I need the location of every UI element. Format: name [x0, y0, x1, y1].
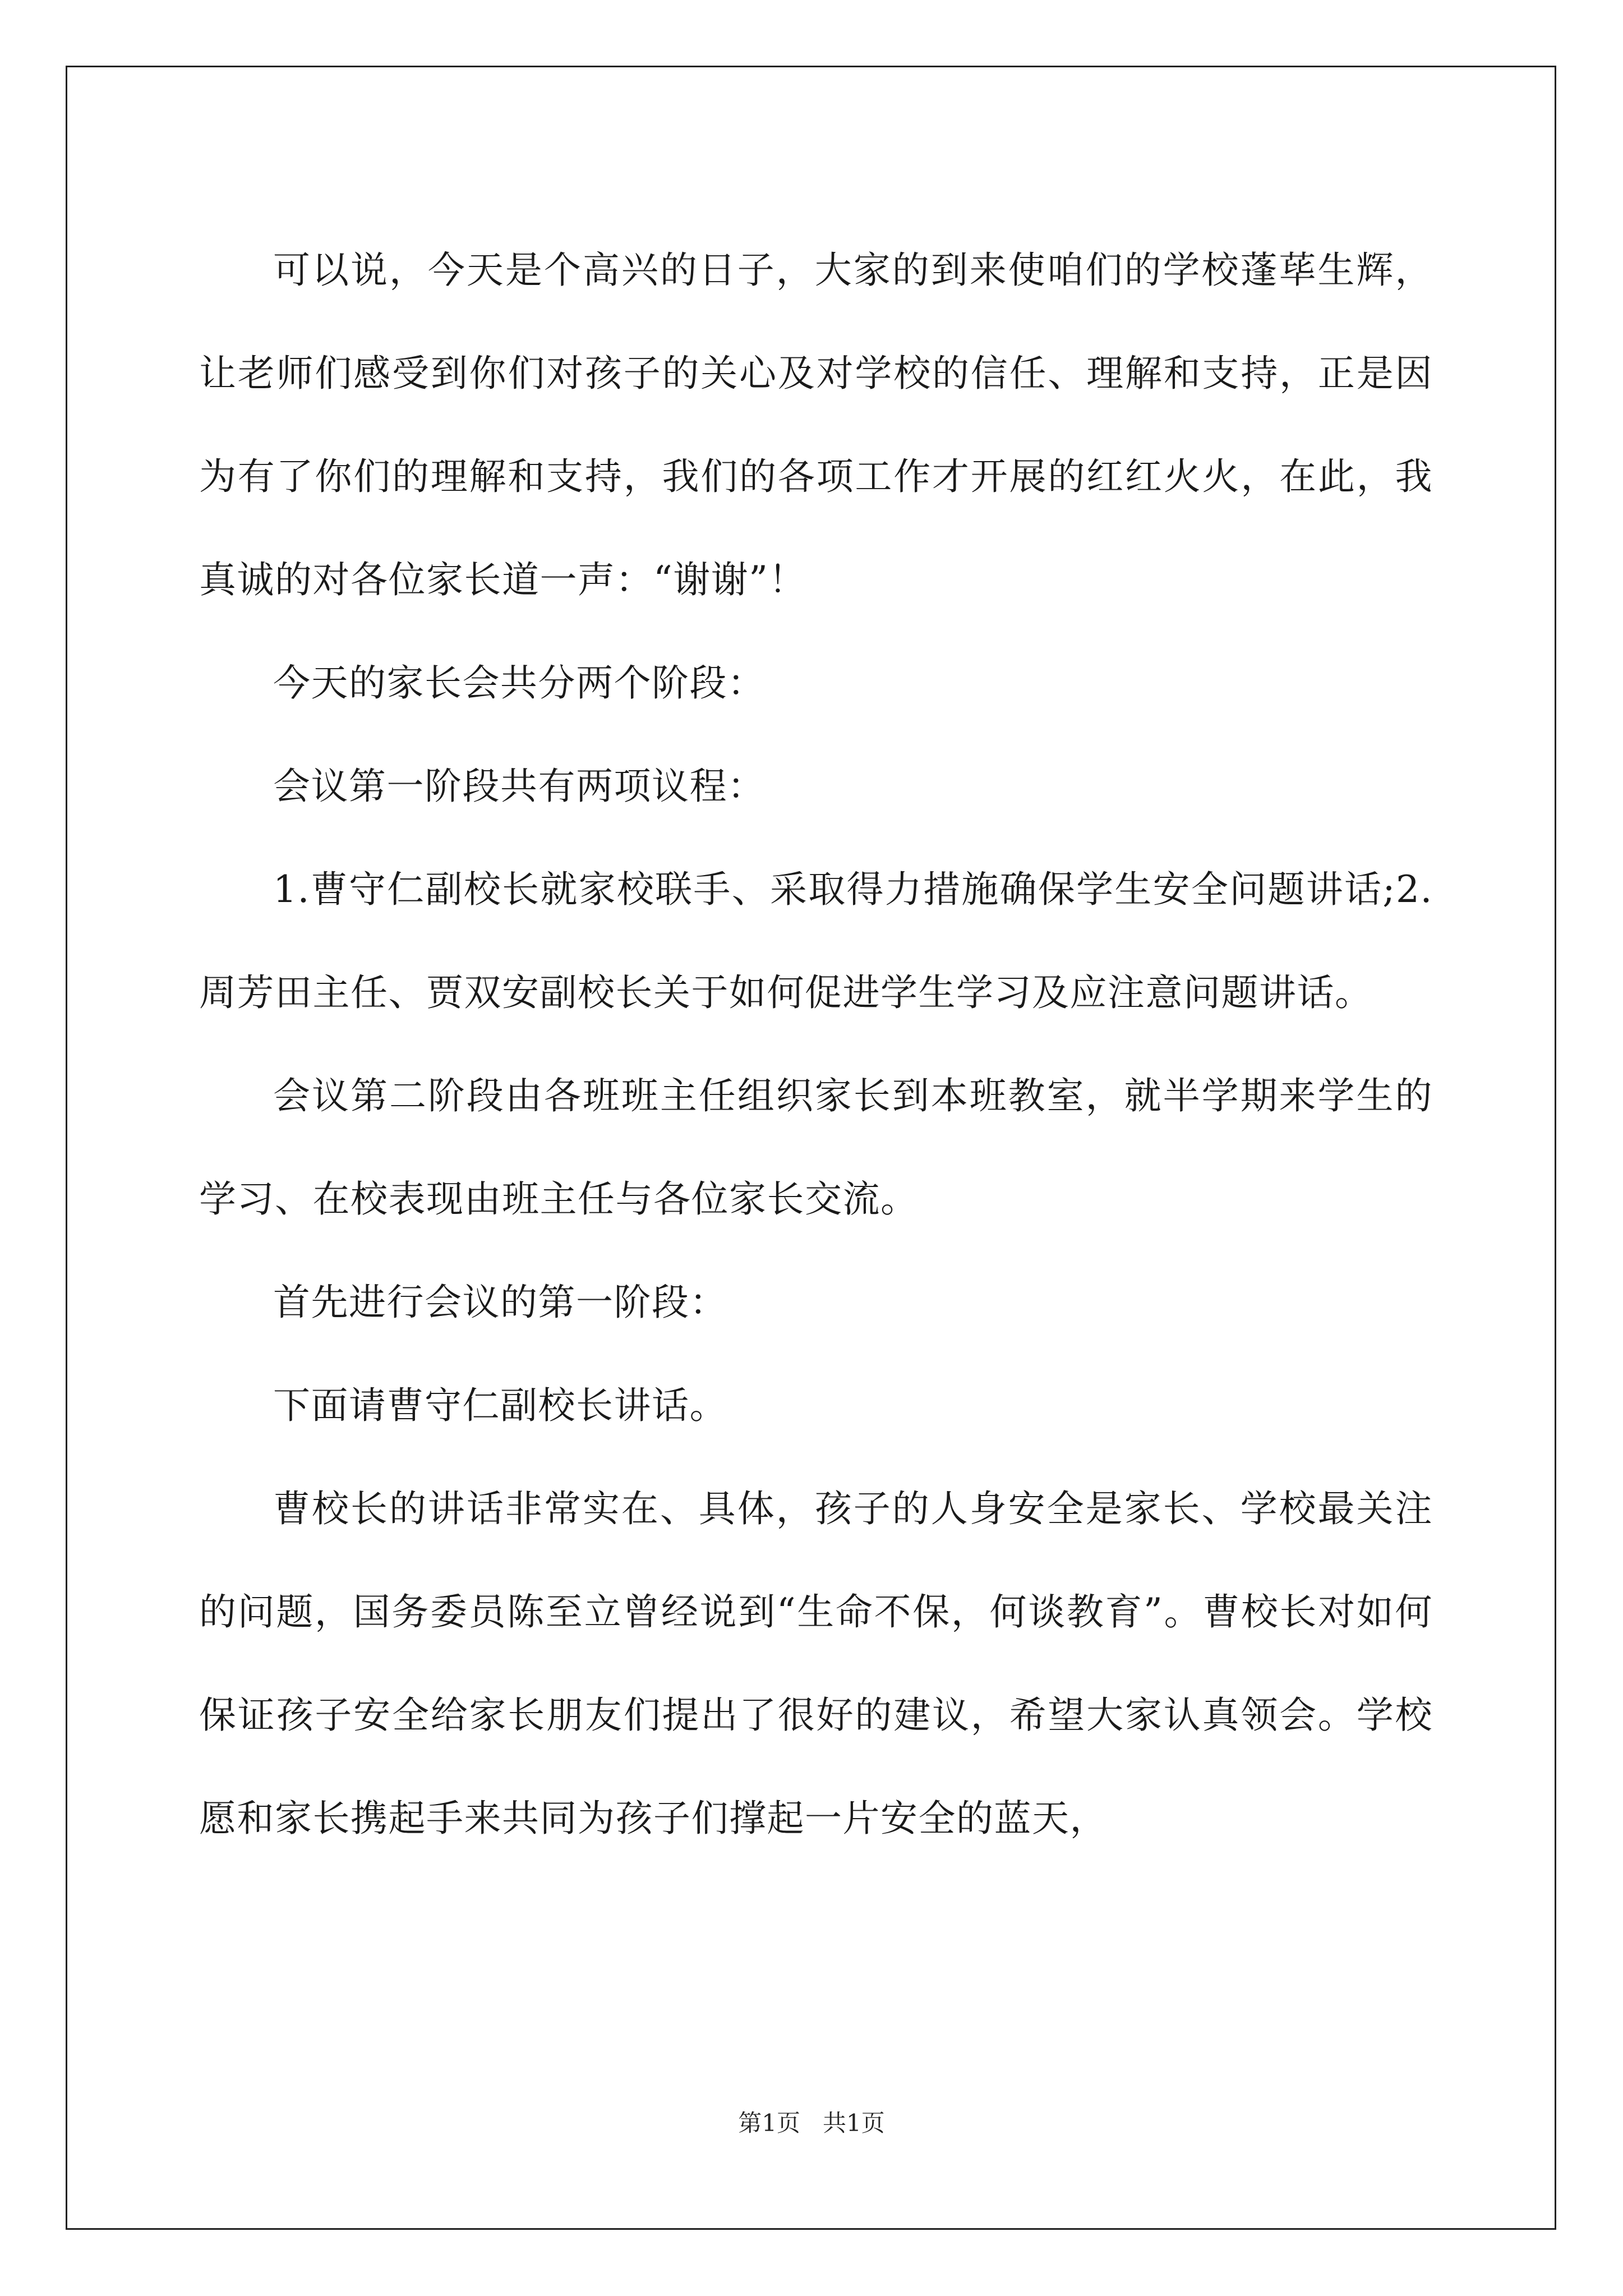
page-footer: 第1页 共1页 [738, 2109, 885, 2137]
paragraph-3: 会议第一阶段共有两项议程： [273, 765, 766, 808]
paragraph-2: 今天的家长会共分两个阶段： [273, 661, 766, 705]
paragraph-7: 下面请曹守仁副校长讲话。 [273, 1384, 727, 1427]
paragraph-6: 首先进行会议的第一阶段： [273, 1281, 727, 1324]
paragraph-8: 曹校长的讲话非常实在、具体，孩子的人身安全是家长、学校最关注的问题，国务委员陈至立曾经说到“生命不保，何谈教育”。曹校长对如何保证孩子安全给家长朋友们提出了很好的建议，希望大家认真领会。学校愿和家长携起手来共同为孩子们撑起一片安全的蓝天， [199, 1487, 1433, 1840]
paragraph-1: 可以说，今天是个高兴的日子，大家的到来使咱们的学校蓬荜生辉，让老师们感受到你们对孩子的关心及对学校的信任、理解和支持，正是因为有了你们的理解和支持，我们的各项工作才开展的红红火火，在此，我真诚的对各位家长道一声：“谢谢”！ [199, 249, 1433, 601]
document-body [199, 219, 1433, 1870]
paragraph-5: 会议第二阶段由各班班主任组织家长到本班教室，就半学期来学生的学习、在校表现由班主任与各位家长交流。 [199, 1074, 1433, 1221]
paragraph-4: 1.曹守仁副校长就家校联手、采取得力措施确保学生安全问题讲话;2.周芳田主任、贾双安副校长关于如何促进学生学习及应注意问题讲话。 [199, 868, 1433, 1014]
